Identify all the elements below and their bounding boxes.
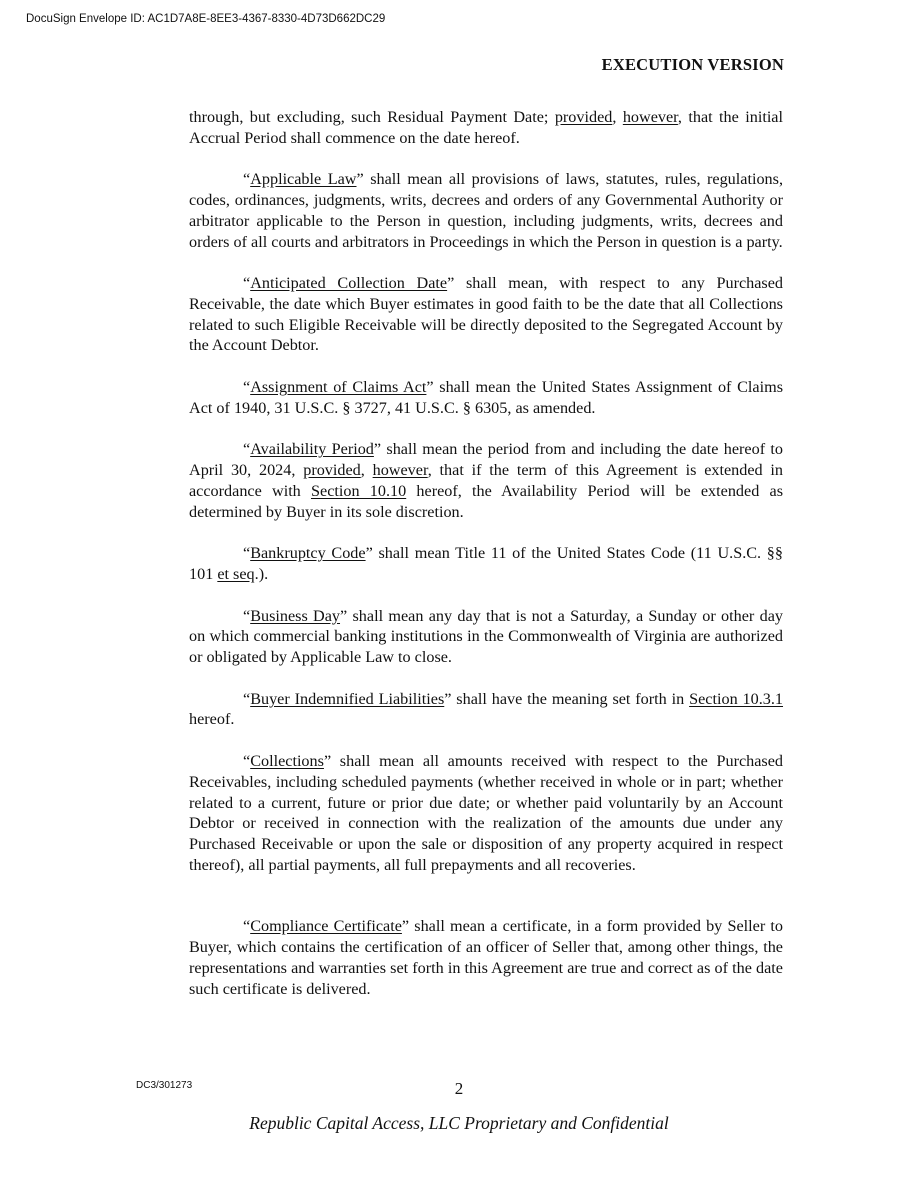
underlined-term: Availability Period <box>250 440 374 459</box>
paragraph-text: hereof, the Availability Period will be extended as determined by Buyer in its sole discretion. <box>189 481 783 521</box>
page-number: 2 <box>454 1079 464 1098</box>
definition-paragraph <box>189 273 783 356</box>
paragraph-text: ” shall mean all provisions of laws, statutes, rules, regulations, codes, ordinances, judgments, writs, decrees and orders of any Governmental Authority or arbitrator applicable to the Person in question, including judgments, writs, decrees and orders of all courts and arbitrators in Proceedings in which the Person in question is a party. <box>189 170 783 251</box>
underlined-term: provided <box>303 461 361 480</box>
paragraph-text: , <box>360 461 373 480</box>
definition-paragraph <box>189 916 783 999</box>
underlined-term: Collections <box>250 752 324 771</box>
underlined-term: provided <box>554 108 613 126</box>
document-body <box>189 107 783 999</box>
document-id: DC3/301273 <box>136 1080 193 1091</box>
paragraph-text: ” shall mean all amounts received with respect to the Purchased Receivables, including scheduled payments (whether received in whole or in part; whether related to a current, future or prior due date; or whether paid voluntarily by an Account Debtor or received in connection with the realization of the amounts due under any Purchased Receivable or upon the sale or disposition of any property acquired in respect thereof), all partial payments, all full prepayments and all recoveries. <box>189 752 783 874</box>
underlined-term: Buyer Indemnified Liabilities <box>250 689 445 708</box>
paragraph-text: ” shall mean any day that is not a Saturday, a Sunday or other day on which commercial banking institutions in the Commonwealth of Virginia are authorized or obligated by Applicable Law to close. <box>189 606 783 667</box>
underlined-term: however <box>372 461 428 480</box>
definition-paragraph <box>189 543 783 584</box>
underlined-term: however <box>622 108 678 126</box>
paragraph-text: “ <box>243 170 251 189</box>
definition-paragraph <box>189 169 783 252</box>
paragraph-text: “ <box>243 606 251 625</box>
paragraph-text: “ <box>243 544 251 563</box>
definition-paragraph <box>189 377 783 418</box>
docusign-envelope-id: DocuSign Envelope ID: AC1D7A8E-8EE3-4367-8330-4D73D662DC29 <box>26 13 386 25</box>
paragraph-text: “ <box>243 378 251 397</box>
paragraph-text: , <box>612 108 623 126</box>
paragraph-text: “ <box>243 440 251 459</box>
paragraph-text: .). <box>254 564 269 583</box>
underlined-term: et seq <box>217 564 255 583</box>
paragraph-text: , that if the term of this Agreement is extended in accordance with <box>189 461 784 500</box>
paragraph-text: “ <box>243 274 251 293</box>
definition-paragraph <box>189 606 783 668</box>
underlined-term: Section 10.3.1 <box>689 689 784 708</box>
paragraph-text: ” shall mean the United States Assignment of Claims Act of 1940, 31 U.S.C. § 3727, 41 U.S.C. § 6305, as amended. <box>189 378 783 417</box>
definition-paragraph <box>189 439 783 522</box>
underlined-term: Anticipated Collection Date <box>250 274 448 293</box>
definition-paragraph <box>189 689 783 730</box>
paragraph-text: “ <box>243 752 251 771</box>
underlined-term: Compliance Certificate <box>250 917 402 936</box>
underlined-term: Section 10.10 <box>311 481 407 500</box>
underlined-term: Applicable Law <box>250 170 357 189</box>
underlined-term: Business Day <box>250 606 341 625</box>
underlined-term: Bankruptcy Code <box>250 544 366 563</box>
paragraph-text: ” shall mean a certificate, in a form provided by Seller to Buyer, which contains the certification of an officer of Seller that, among other things, the representations and warranties set forth in this Agreement are true and correct as of the date such certificate is delivered. <box>189 917 783 998</box>
underlined-term: Assignment of Claims Act <box>250 378 427 397</box>
paragraph-text: ” shall mean Title 11 of the United States Code (11 U.S.C. §§ 101 <box>189 544 783 583</box>
paragraph-text: , that the initial Accrual Period shall commence on the date hereof. <box>189 108 783 147</box>
definition-paragraph <box>189 751 783 875</box>
paragraph-text: ” shall have the meaning set forth in <box>444 689 690 708</box>
paragraph-text: ” shall mean the period from and including the date hereof to April 30, 2024, <box>189 440 784 480</box>
paragraph-text: “ <box>243 917 251 936</box>
paragraph-text: ” shall mean, with respect to any Purchased Receivable, the date which Buyer estimates in good faith to be the date that all Collections related to such Eligible Receivable will be directly deposited to the Segregated Account by the Account Debtor. <box>189 274 783 355</box>
execution-version-label: EXECUTION VERSION <box>601 55 784 74</box>
paragraph-text: through, but excluding, such Residual Payment Date; <box>189 108 555 126</box>
paragraph-text: “ <box>243 689 251 708</box>
paragraph-text: hereof. <box>189 710 235 729</box>
definition-paragraph <box>189 107 783 148</box>
confidential-footer: Republic Capital Access, LLC Proprietary and Confidential <box>249 1113 669 1133</box>
